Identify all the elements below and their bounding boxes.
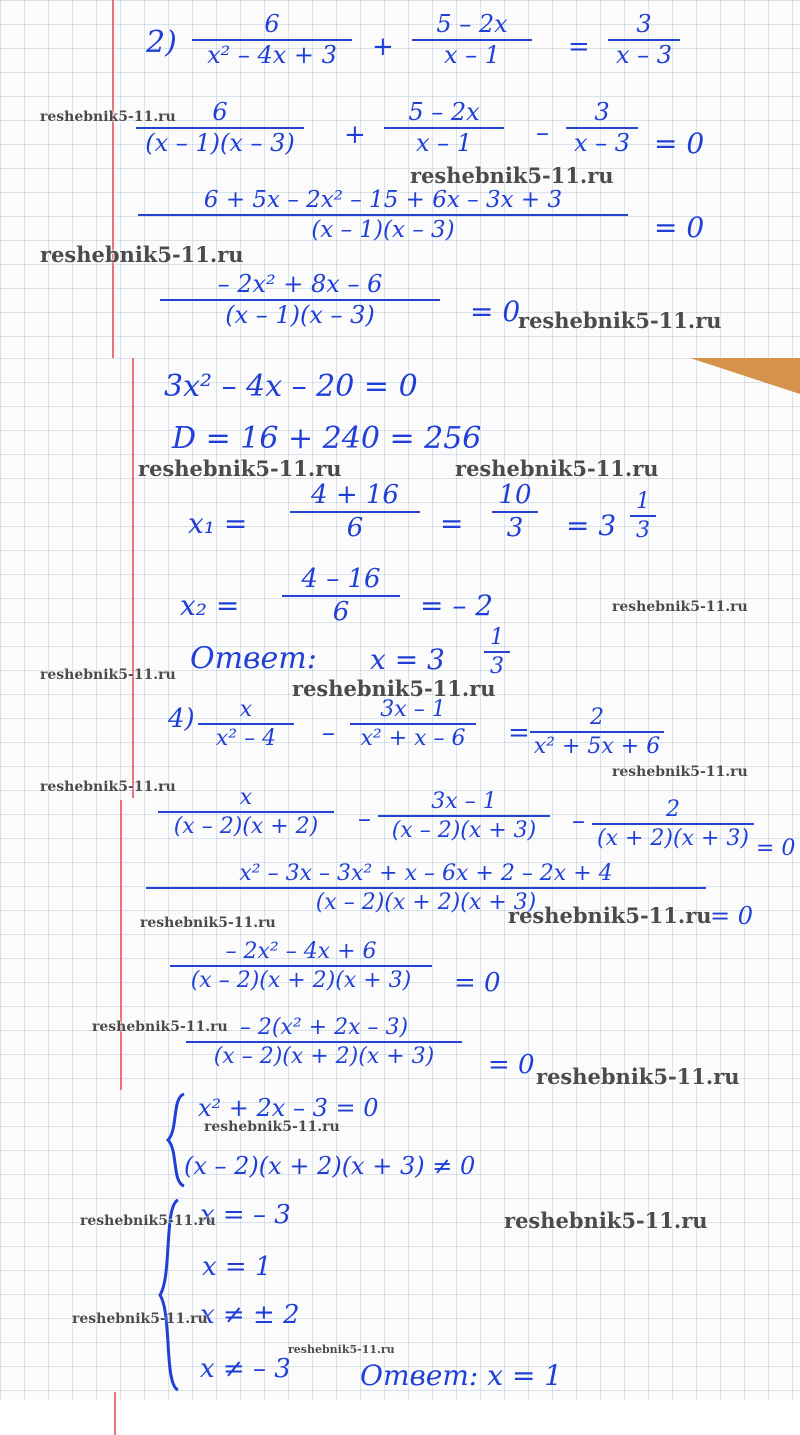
t4-eq2-rhs: = 0 (756, 836, 796, 861)
t2-eq2-rhs: = 0 (654, 127, 705, 160)
t2-eq1-op1: + (372, 32, 394, 62)
fraction-bar (350, 723, 476, 725)
system-1-line-2: (x – 2)(x + 2)(x + 3) ≠ 0 (184, 1152, 476, 1180)
x1-mixed-frac (630, 490, 656, 542)
margin-line-middle (132, 358, 134, 798)
t2-eq2-f3-den: x – 3 (573, 129, 631, 158)
t2-eq3-den: (x – 1)(x – 3) (311, 217, 455, 244)
t2-eq2-frac2 (384, 100, 504, 156)
answer-1-mixed-num: 1 (490, 625, 504, 650)
t4-eq2-f2-den: (x – 2)(x + 3) (391, 818, 537, 844)
t4-eq3-rhs: = 0 (710, 902, 754, 930)
answer-2: Ответ: x = 1 (360, 1359, 563, 1392)
watermark: reshebnik5-11.ru (140, 915, 276, 931)
t4-eq2-f3-num: 2 (666, 797, 680, 822)
t4-eq2-f2-num: 3x – 1 (431, 789, 497, 814)
x2-rhs: = – 2 (420, 589, 494, 622)
x1-lhs: x₁ = (188, 507, 248, 540)
t2-eq3-rhs: = 0 (654, 211, 705, 244)
t4-eq2-frac3 (592, 798, 754, 850)
t2-eq2-f1-num: 6 (212, 98, 228, 126)
t2-eq2-op2: – (536, 118, 549, 148)
watermark: reshebnik5-11.ru (288, 1343, 395, 1356)
t2-eq2-op1: + (344, 120, 366, 150)
t4-eq2-f1-den: (x – 2)(x + 2) (173, 814, 319, 840)
t2-eq4-rhs: = 0 (470, 295, 521, 328)
discriminant: D = 16 + 240 = 256 (172, 421, 482, 456)
x1-mixed-den: 3 (636, 518, 650, 544)
fraction-bar (592, 823, 754, 825)
bottom-blank-strip (0, 1400, 800, 1435)
t2-eq1-f1-num: 6 (264, 10, 280, 38)
t2-eq4-den: (x – 1)(x – 3) (225, 301, 375, 330)
x2-den: 6 (332, 597, 350, 628)
x2-frac (282, 566, 400, 627)
t4-eq2-f3-den: (x + 2)(x + 3) (597, 826, 749, 852)
t4-eq2-frac1 (158, 786, 334, 838)
t4-eq1-frac1 (198, 698, 294, 750)
t4-eq1-frac3 (530, 706, 664, 758)
t4-eq1-f2-num: 3x – 1 (380, 697, 446, 722)
t2-eq4-frac (160, 272, 440, 328)
watermark: reshebnik5-11.ru (292, 676, 496, 701)
fraction-bar (146, 887, 706, 889)
t4-eq3-den: (x – 2)(x + 2)(x + 3) (315, 890, 537, 916)
fraction-bar (378, 815, 550, 817)
t2-eq1-f2-num: 5 – 2x (436, 10, 508, 38)
t2-eq2-f1-den: (x – 1)(x – 3) (145, 129, 295, 158)
watermark: reshebnik5-11.ru (612, 599, 748, 615)
t2-eq1-frac3 (608, 12, 680, 68)
watermark: reshebnik5-11.ru (518, 308, 722, 333)
system-2-line-1: x = – 3 (200, 1200, 291, 1230)
t4-eq1-op1: – (322, 718, 335, 748)
watermark: reshebnik5-11.ru (40, 242, 244, 267)
orange-corner-tab (690, 358, 800, 394)
t4-eq1-f1-num: x (239, 697, 253, 722)
t2-eq1-f3-num: 3 (636, 10, 652, 38)
t2-eq1-f3-den: x – 3 (615, 41, 673, 70)
t2-eq3-frac (138, 188, 628, 242)
margin-line-lower (120, 800, 122, 1090)
t2-eq3-num: 6 + 5x – 2x² – 15 + 6x – 3x + 3 (203, 187, 563, 213)
t2-eq2-frac3 (566, 100, 638, 156)
t2-eq1-f1-den: x² – 4x + 3 (207, 41, 337, 70)
watermark: reshebnik5-11.ru (612, 764, 748, 780)
t4-eq1-op2: = (508, 718, 530, 748)
watermark: reshebnik5-11.ru (40, 109, 176, 125)
t4-eq4-num: – 2x² – 4x + 6 (225, 939, 377, 964)
t4-eq1-f3-den: x² + 5x + 6 (533, 734, 661, 760)
x2-lhs: x₂ = (180, 589, 240, 622)
t4-eq1-frac2 (350, 698, 476, 750)
t4-eq1-f3-num: 2 (590, 705, 604, 730)
t4-eq2-op2: – (572, 806, 585, 836)
t4-eq2-op1: – (358, 804, 371, 834)
x2-num: 4 – 16 (301, 564, 381, 594)
t4-eq5-rhs: = 0 (488, 1050, 535, 1080)
t4-eq4-frac (170, 940, 432, 992)
watermark: reshebnik5-11.ru (504, 1208, 708, 1233)
t4-eq2-f1-num: x (239, 785, 253, 810)
watermark: reshebnik5-11.ru (455, 456, 659, 481)
system-2-line-4: x ≠ – 3 (200, 1354, 291, 1384)
t4-eq4-den: (x – 2)(x + 2)(x + 3) (190, 968, 412, 994)
watermark: reshebnik5-11.ru (508, 903, 712, 928)
fraction-bar (530, 731, 664, 733)
watermark: reshebnik5-11.ru (40, 779, 176, 795)
task-4-number: 4) (168, 704, 195, 734)
t2-eq4-num: – 2x² + 8x – 6 (217, 270, 383, 298)
x1-eq: = (440, 507, 464, 540)
t2-eq2-f2-den: x – 1 (415, 129, 473, 158)
t4-eq4-rhs: = 0 (454, 968, 501, 998)
x1-frac (290, 482, 420, 543)
t2-eq2-f3-num: 3 (594, 98, 610, 126)
watermark: reshebnik5-11.ru (80, 1213, 216, 1229)
quadratic-equation: 3x² – 4x – 20 = 0 (164, 369, 418, 404)
t4-eq2-frac2 (378, 790, 550, 842)
x1-result-num: 10 (498, 480, 532, 510)
t2-eq2-f2-num: 5 – 2x (408, 98, 480, 126)
fraction-bar (138, 214, 628, 216)
answer-1-value: x = 3 (370, 643, 445, 676)
t4-eq1-f1-den: x² – 4 (215, 726, 277, 752)
x1-mixed-num: 1 (636, 489, 650, 514)
watermark: reshebnik5-11.ru (40, 667, 176, 683)
x1-num: 4 + 16 (311, 480, 399, 510)
t2-eq1-frac2 (412, 12, 532, 68)
fraction-bar (186, 1041, 462, 1043)
watermark: reshebnik5-11.ru (92, 1019, 228, 1035)
fraction-bar (198, 723, 294, 725)
answer-1-mixed-frac (484, 626, 510, 678)
x1-result-den: 3 (506, 513, 524, 544)
t2-eq1-frac1 (192, 12, 352, 68)
watermark: reshebnik5-11.ru (204, 1119, 340, 1135)
t2-eq1-op2: = (568, 32, 590, 62)
task-2-number: 2) (146, 25, 177, 60)
system-1-line-1: x² + 2x – 3 = 0 (198, 1094, 379, 1122)
watermark: reshebnik5-11.ru (536, 1064, 740, 1089)
answer-1-label: Ответ: (190, 641, 317, 676)
watermark: reshebnik5-11.ru (72, 1311, 208, 1327)
t2-eq1-f2-den: x – 1 (443, 41, 501, 70)
margin-line-top (112, 0, 114, 358)
fraction-bar (170, 965, 432, 967)
t4-eq5-den: (x – 2)(x + 2)(x + 3) (213, 1044, 435, 1070)
x1-result-frac (492, 482, 538, 543)
fraction-bar (630, 515, 656, 517)
answer-1-mixed-den: 3 (490, 654, 504, 680)
t4-eq5-num: – 2(x² + 2x – 3) (239, 1015, 409, 1040)
margin-line-bottom (114, 1392, 116, 1435)
watermark: reshebnik5-11.ru (410, 163, 614, 188)
t4-eq1-f2-den: x² + x – 6 (360, 726, 466, 752)
fraction-bar (158, 811, 334, 813)
x1-den: 6 (346, 513, 364, 544)
system-2-line-3: x ≠ ± 2 (200, 1300, 300, 1330)
x1-mixed-whole: = 3 (566, 509, 617, 542)
system-2-line-2: x = 1 (202, 1252, 272, 1282)
watermark: reshebnik5-11.ru (138, 456, 342, 481)
fraction-bar (484, 651, 510, 653)
t4-eq3-num: x² – 3x – 3x² + x – 6x + 2 – 2x + 4 (239, 861, 613, 886)
